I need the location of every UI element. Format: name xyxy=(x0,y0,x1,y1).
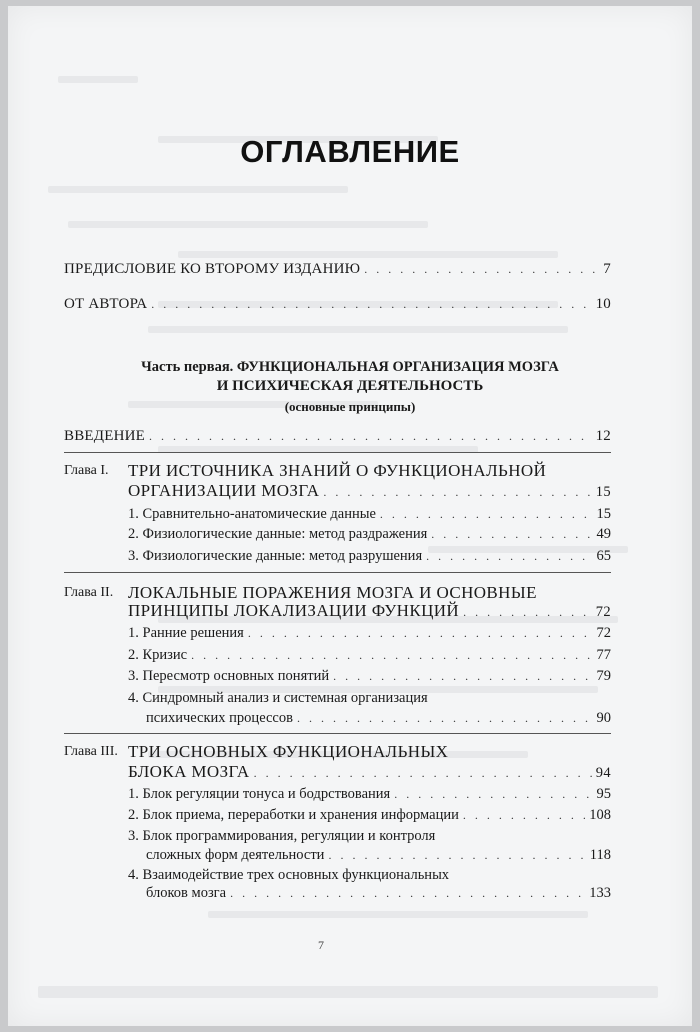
toc-entry-chapter-3[interactable] xyxy=(128,763,611,782)
leader-dots xyxy=(380,506,593,523)
toc-entry-section[interactable] xyxy=(128,647,611,664)
toc-entry-page: 94 xyxy=(595,765,611,781)
section-label-line1: 4. Взаимодействие трех основных функциональных xyxy=(128,867,450,883)
toc-entry-label: психических процессов xyxy=(146,710,293,726)
leader-dots xyxy=(426,548,592,565)
toc-entry-label: 2. Кризис xyxy=(128,647,188,663)
leader-dots xyxy=(191,647,592,664)
toc-entry-section[interactable] xyxy=(146,847,611,864)
leader-dots xyxy=(431,526,592,543)
toc-entry-page: 49 xyxy=(596,526,611,542)
toc-entry-label: 3. Физиологические данные: метод разрушения xyxy=(128,548,423,564)
toc-entry-page: 10 xyxy=(595,296,611,312)
toc-entry-label: 1. Ранние решения xyxy=(128,625,244,641)
toc-entry-introduction[interactable] xyxy=(64,428,611,445)
chapter-title-line1: ТРИ ОСНОВНЫХ ФУНКЦИОНАЛЬНЫХ xyxy=(128,742,449,761)
divider xyxy=(64,452,611,453)
toc-entry-page: 133 xyxy=(589,885,611,901)
divider xyxy=(64,733,611,734)
leader-dots xyxy=(364,261,599,278)
toc-entry-section[interactable] xyxy=(146,710,611,727)
leader-dots xyxy=(463,604,592,621)
chapter-number: Глава I. xyxy=(64,463,109,478)
toc-entry-section[interactable] xyxy=(128,625,611,642)
toc-entry-chapter-1[interactable] xyxy=(128,482,611,501)
toc-entry-label: блоков мозга xyxy=(146,885,227,901)
toc-entry-label: ПРЕДИСЛОВИЕ КО ВТОРОМУ ИЗДАНИЮ xyxy=(64,261,361,277)
toc-entry-page: 15 xyxy=(595,484,611,500)
part-heading-line1: Часть первая. ФУНКЦИОНАЛЬНАЯ ОРГАНИЗАЦИЯ МОЗГА xyxy=(141,359,559,375)
toc-entry-section[interactable] xyxy=(128,548,611,565)
leader-dots xyxy=(254,765,592,782)
chapter-title-line2: ПРИНЦИПЫ ЛОКАЛИЗАЦИИ ФУНКЦИЙ xyxy=(128,601,460,620)
toc-entry-section[interactable] xyxy=(128,506,611,523)
toc-entry-chapter-2[interactable] xyxy=(128,602,611,621)
chapter-title-line1: ЛОКАЛЬНЫЕ ПОРАЖЕНИЯ МОЗГА И ОСНОВНЫЕ xyxy=(128,583,537,602)
toc-entry-page: 65 xyxy=(596,548,611,564)
toc-entry-author[interactable] xyxy=(64,296,611,313)
toc-entry-section[interactable] xyxy=(146,885,611,902)
toc-entry-label: 3. Пересмотр основных понятий xyxy=(128,668,330,684)
toc-entry-page: 79 xyxy=(596,668,611,684)
toc-entry-page: 72 xyxy=(595,604,611,620)
toc-entry-label: 1. Блок регуляции тонуса и бодрствования xyxy=(128,786,391,802)
chapter-number: Глава II. xyxy=(64,585,114,600)
toc-entry-label: 2. Физиологические данные: метод раздражения xyxy=(128,526,428,542)
toc-entry-label: 1. Сравнительно-анатомические данные xyxy=(128,506,376,522)
chapter-number: Глава III. xyxy=(64,744,118,759)
leader-dots xyxy=(394,786,592,803)
toc-entry-page: 7 xyxy=(603,261,611,277)
leader-dots xyxy=(297,710,593,727)
leader-dots xyxy=(230,885,585,902)
toc-entry-label: 2. Блок приема, переработки и хранения информации xyxy=(128,807,459,823)
toc-entry-page: 77 xyxy=(596,647,611,663)
toc-entry-page: 15 xyxy=(596,506,611,522)
toc-entry-label: сложных форм деятельности xyxy=(146,847,325,863)
toc-entry-page: 12 xyxy=(595,428,611,444)
toc-entry-page: 90 xyxy=(596,710,611,726)
chapter-title-line2: БЛОКА МОЗГА xyxy=(128,762,250,781)
divider xyxy=(64,572,611,573)
toc-entry-section[interactable] xyxy=(128,807,611,824)
toc-entry-label: ОТ АВТОРА xyxy=(64,296,148,312)
chapter-title-line1: ТРИ ИСТОЧНИКА ЗНАНИЙ О ФУНКЦИОНАЛЬНОЙ xyxy=(128,461,547,480)
toc-title: ОГЛАВЛЕНИЕ xyxy=(240,134,460,169)
section-label-line1: 3. Блок программирования, регуляции и контроля xyxy=(128,828,436,844)
chapter-title-line2: ОРГАНИЗАЦИИ МОЗГА xyxy=(128,481,320,500)
toc-entry-preface[interactable] xyxy=(64,261,611,278)
leader-dots xyxy=(149,428,592,445)
toc-entry-section[interactable] xyxy=(128,786,611,803)
part-heading-line2: И ПСИХИЧЕСКАЯ ДЕЯТЕЛЬНОСТЬ xyxy=(216,378,484,394)
leader-dots xyxy=(151,296,591,313)
toc-entry-label: ВВЕДЕНИЕ xyxy=(64,428,145,444)
toc-entry-section[interactable] xyxy=(128,526,611,543)
leader-dots xyxy=(248,625,593,642)
toc-entry-page: 95 xyxy=(596,786,611,802)
toc-entry-page: 108 xyxy=(589,807,611,823)
leader-dots xyxy=(323,484,591,501)
leader-dots xyxy=(328,847,585,864)
leader-dots xyxy=(463,807,585,824)
part-heading-line3: (основные принципы) xyxy=(284,399,416,414)
toc-entry-page: 118 xyxy=(589,847,611,863)
toc-entry-section[interactable] xyxy=(128,668,611,685)
page-number: 7 xyxy=(318,938,324,952)
section-label-line1: 4. Синдромный анализ и системная организация xyxy=(128,690,428,706)
leader-dots xyxy=(333,668,592,685)
toc-entry-page: 72 xyxy=(596,625,611,641)
